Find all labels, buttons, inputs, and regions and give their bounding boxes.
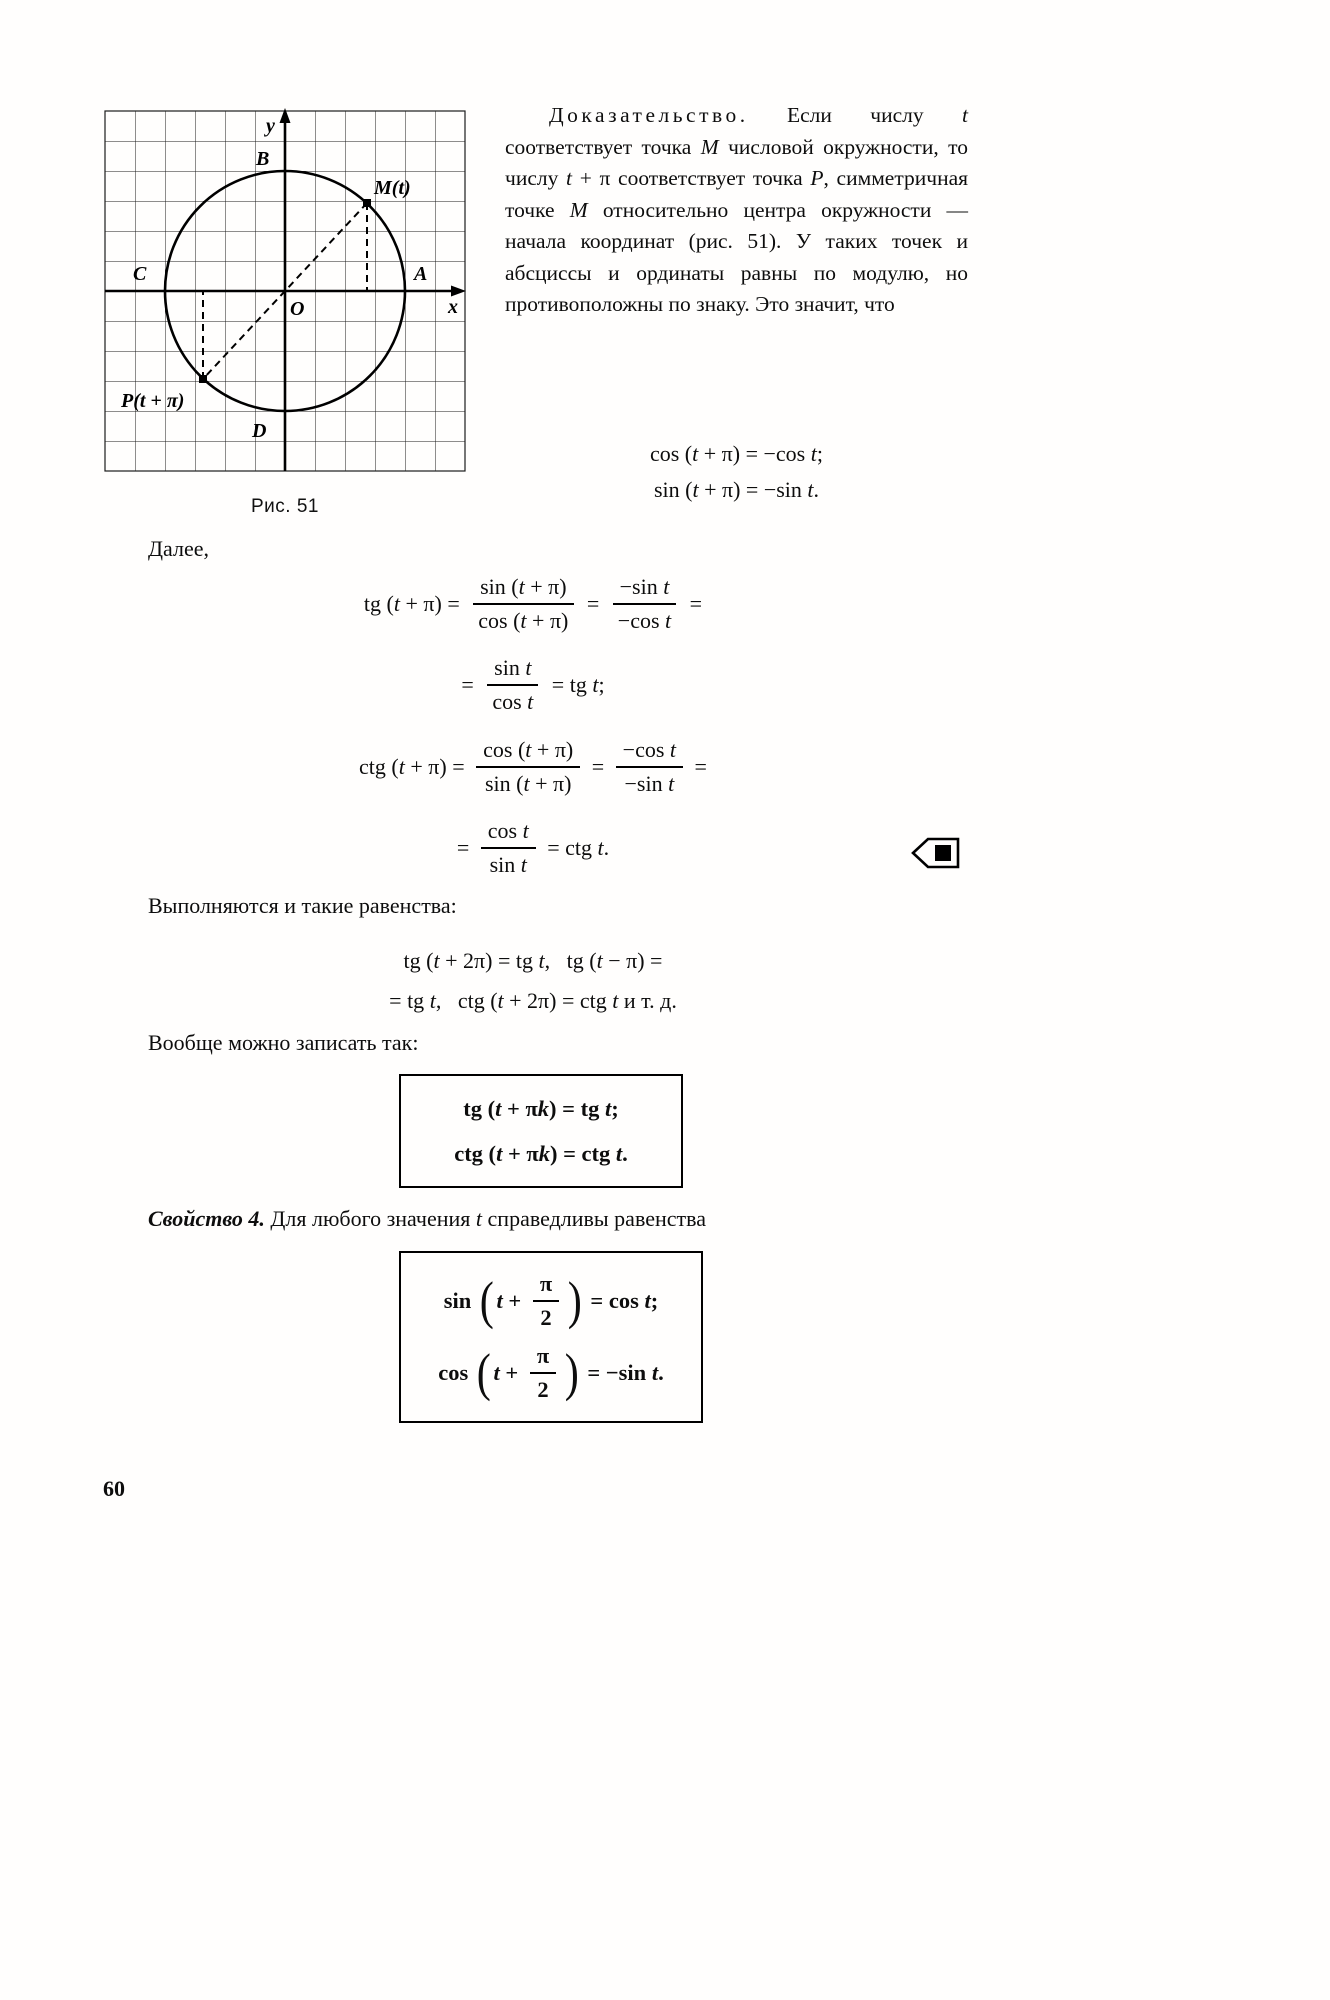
point-b-label: B bbox=[256, 148, 270, 170]
general-heading: Вообще можно записать так: bbox=[148, 1030, 419, 1055]
point-m-marker bbox=[363, 199, 371, 207]
tg-derivation-line1: tg ( t + π) = $\frac{\sin (t + \pi)}{\cos (t + \pi)}$ = $\frac{\text{−sin t}}{\text{−cos t}}$ = bbox=[363, 574, 703, 633]
half-pi-shift-box bbox=[399, 1251, 703, 1423]
cos-identity: cos ( t + π) = −cos t ; bbox=[649, 441, 823, 466]
point-c-label: C bbox=[133, 263, 147, 285]
tangent-period-box bbox=[399, 1074, 683, 1188]
y-axis-label: y bbox=[266, 115, 275, 137]
point-p-marker bbox=[199, 375, 207, 383]
sin-identity: sin ( t + π) = −sin t . bbox=[653, 477, 820, 502]
property-4-statement: Свойство 4. Для любого значения t справедливы равенства bbox=[148, 1206, 706, 1231]
proof-paragraph: Доказательство. Если числу t соответствует точка M числовой окружности, то числу t + π соответствует точка P, симметричная точке M относительно центра окружности — начала координат (рис. 51). У таких точек и абсциссы и ординаты равны по модулю, но противоположны по знаку. Это значит, что bbox=[505, 103, 969, 316]
tg-period-formula: tg ( t + π k ) = tg t ; bbox=[463, 1095, 619, 1121]
x-axis-label: x bbox=[448, 296, 458, 318]
end-of-proof-marker-icon bbox=[911, 837, 961, 869]
point-a-label: A bbox=[414, 263, 428, 285]
dalee-text: Далее, bbox=[148, 536, 209, 561]
point-d-label: D bbox=[252, 420, 267, 442]
ctg-period-formula: ctg ( t + π k ) = ctg t . bbox=[454, 1140, 628, 1166]
tg-derivation-line2: = $\frac{\text{sin t}}{\text{cos t}}$ = tg t ; bbox=[461, 655, 605, 714]
cos-shift-formula: cos ( t + $\frac{\pi}{2}$ ) = −sin t . bbox=[438, 1343, 664, 1402]
point-m-label: M(t) bbox=[374, 177, 411, 199]
ctg-derivation-line2: = $\frac{\text{cos t}}{\text{sin t}}$ = ctg t . bbox=[456, 818, 610, 877]
figure-caption: Рис. 51 bbox=[251, 496, 319, 517]
figure-51 bbox=[100, 106, 470, 518]
base-identities bbox=[505, 436, 968, 508]
unit-circle-diagram bbox=[100, 106, 470, 478]
page-number: 60 bbox=[103, 1476, 125, 1501]
equalities-heading: Выполняются и такие равенства: bbox=[148, 893, 457, 918]
sin-shift-formula: sin ( t + $\frac{\pi}{2}$ ) = cos t ; bbox=[443, 1271, 659, 1330]
point-p-label: P(t + π) bbox=[121, 390, 185, 412]
origin-label: O bbox=[290, 298, 305, 320]
equalities-line1: tg ( t + 2π) = tg t , tg ( t − π) = bbox=[403, 948, 663, 973]
ctg-derivation-line1: ctg ( t + π) = $\frac{\cos (t + \pi)}{\sin (t + \pi)}$ = $\frac{\text{−cos t}}{\text{−sin t}}$ = bbox=[359, 737, 707, 796]
equalities-line2: = tg t , ctg ( t + 2π) = ctg t и т. д. bbox=[389, 988, 677, 1013]
